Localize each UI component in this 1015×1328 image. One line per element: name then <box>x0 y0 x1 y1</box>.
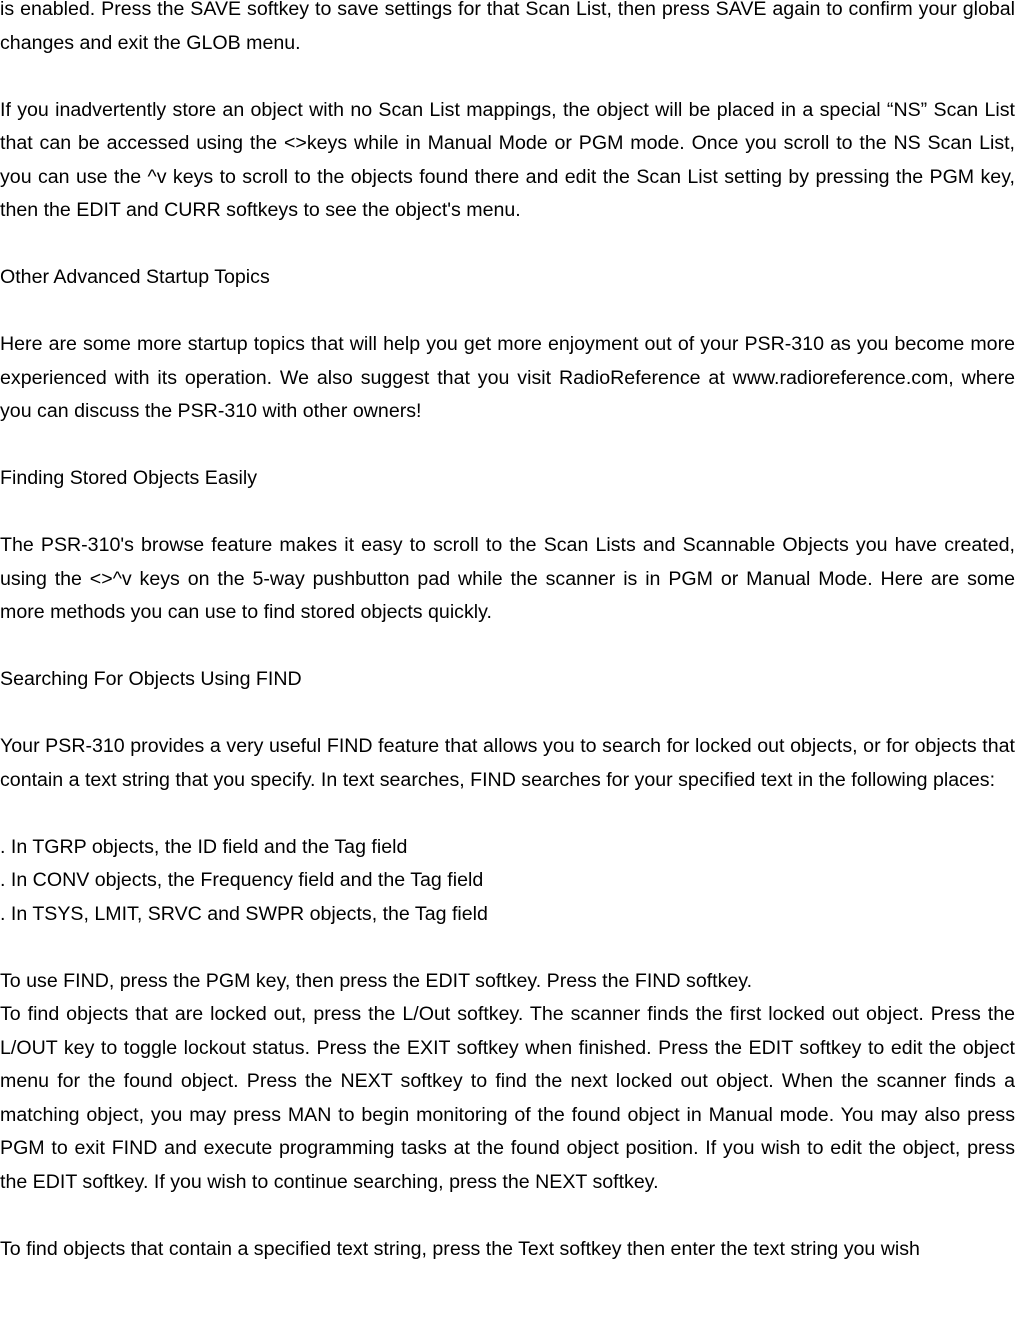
list-item: . In CONV objects, the Frequency field and the Tag field <box>0 869 484 891</box>
paragraph-scan-list-save: is enabled. Press the SAVE softkey to save settings for that Scan List, then press SAVE again to confirm your global changes and exit the GLOB menu. <box>0 0 1015 54</box>
paragraph-ns-scan-list: If you inadvertently store an object with no Scan List mappings, the object will be placed in a special “NS” Scan List that can be accessed using the <>keys while in Manual Mode or PGM mode. Once you scroll to the NS Scan List, you can use the ^v keys to scroll to the objects found there and edit the Scan List setting by pressing the PGM key, then the EDIT and CURR softkeys to see the object's menu. <box>0 98 1015 221</box>
paragraph-find-text-string: To find objects that contain a specified text string, press the Text softkey then enter the text string you wish <box>0 1237 920 1260</box>
paragraph-startup-topics-intro: Here are some more startup topics that will help you get more enjoyment out of your PSR-310 as you become more experienced with its operation. We also suggest that you visit RadioReference at www.radioreference.com, where you can discuss the PSR-310 with other owners! <box>0 333 1015 422</box>
heading-finding-stored-objects: Finding Stored Objects Easily <box>0 467 258 489</box>
heading-other-advanced-startup-topics: Other Advanced Startup Topics <box>0 266 270 288</box>
paragraph-browse-feature: The PSR-310's browse feature makes it easy to scroll to the Scan Lists and Scannable Objects you have created, using the <>^v keys on the 5-way pushbutton pad while the scanner is in PGM or Manual Mode. Here are some more methods you can use to find stored objects quickly. <box>0 534 1015 623</box>
list-item: . In TGRP objects, the ID field and the Tag field <box>0 835 408 858</box>
paragraph-find-feature: Your PSR-310 provides a very useful FIND feature that allows you to search for locked out objects, or for objects that contain a text string that you specify. In text searches, FIND searches for your specified text in the following places: <box>0 735 1015 791</box>
find-places-list <box>0 831 1015 932</box>
heading-searching-using-find: Searching For Objects Using FIND <box>0 668 302 690</box>
paragraph-use-find: To use FIND, press the PGM key, then press the EDIT softkey. Press the FIND softkey. <box>0 969 753 992</box>
list-item: . In TSYS, LMIT, SRVC and SWPR objects, the Tag field <box>0 902 488 925</box>
paragraph-find-locked-out: To find objects that are locked out, press the L/Out softkey. The scanner finds the first locked out object. Press the L/OUT key to toggle lockout status. Press the EXIT softkey when finished. Press the EDIT softkey to edit the object menu for the found object. Press the NEXT softkey to find the next locked out object. When the scanner finds a matching object, you may press MAN to begin monitoring of the found object in Manual mode. You may also press PGM to exit FIND and execute programming tasks at the found object position. If you wish to edit the object, press the EDIT softkey. If you wish to continue searching, press the NEXT softkey. <box>0 1003 1015 1193</box>
